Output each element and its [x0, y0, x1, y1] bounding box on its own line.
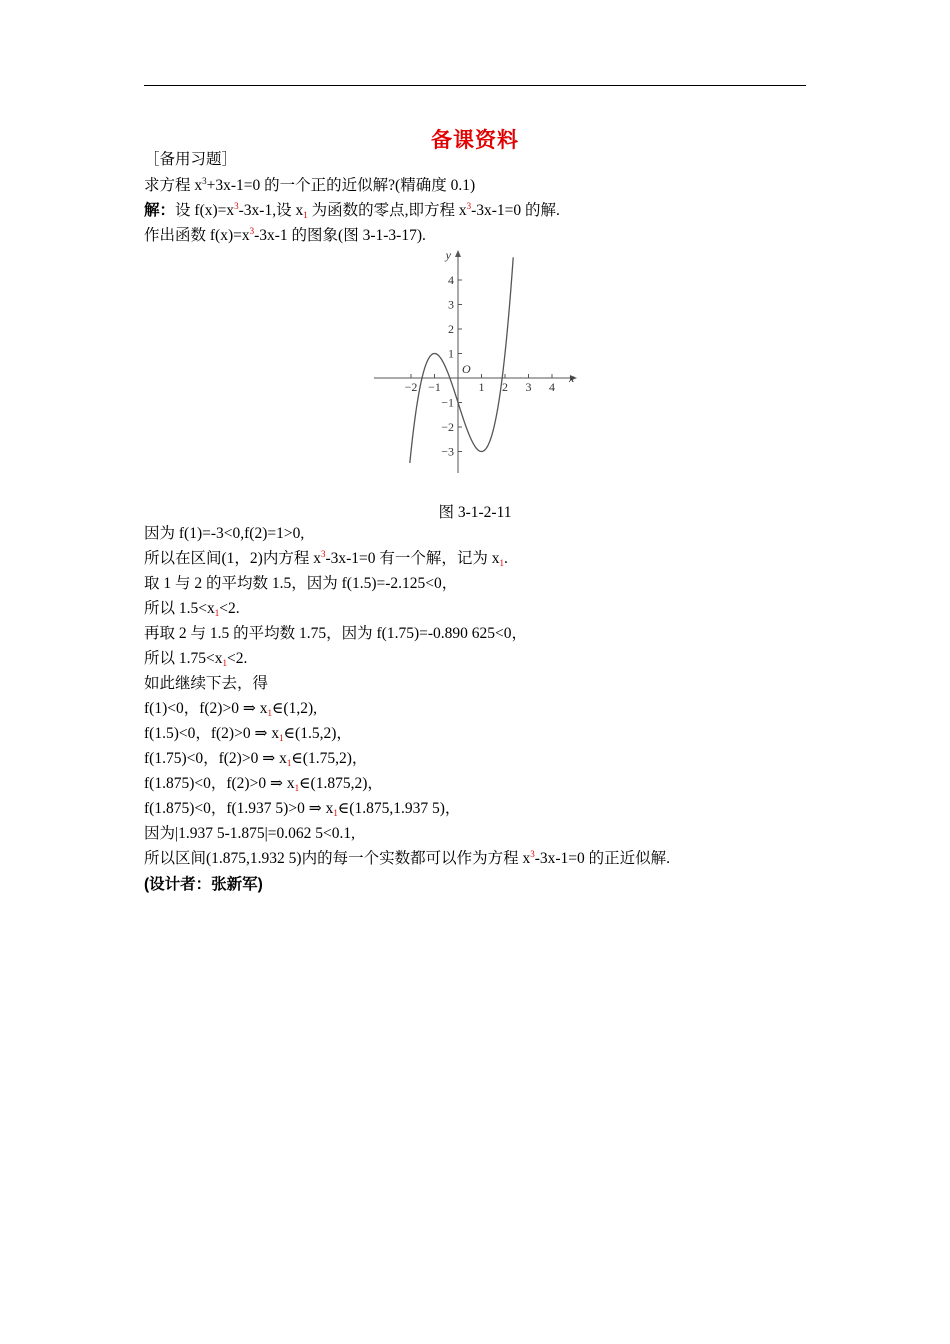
body-line: f(1.75)<0，f(2)>0 ⇒ $x_1\in(1.75,2)$，: [144, 750, 368, 768]
designer-credit: (设计者：张新军): [144, 876, 263, 893]
body-line: 如此继续下去，得: [144, 675, 269, 692]
y-tick-label: 1: [448, 346, 454, 361]
section-label: ［备用习题］: [144, 151, 238, 168]
y-tick-label: 2: [448, 322, 454, 336]
y-tick-label: −3: [441, 444, 454, 459]
body-line: 所以区间(1.875,1.932 5)内的每一个实数都可以作为方程 $x^3-3x-1=0$ 的正近似解.: [144, 849, 671, 867]
body-line: f(1)<0，f(2)>0 ⇒ $x_1\in(1,2)$,: [144, 700, 317, 718]
x-tick-label: −1: [428, 380, 441, 394]
x-axis-label: x: [569, 371, 575, 385]
function-curve: [410, 257, 513, 463]
x-tick-label: 1: [478, 380, 485, 394]
x-tick-label: −2: [404, 380, 418, 394]
body-line: 所以在区间(1，2)内方程 $x^3-3x-1=0$ 有一个解，记为 $x_1$.: [144, 549, 508, 568]
body-line: f(1.5)<0，f(2)>0 ⇒ $x_1\in(1.5,2)$，: [144, 725, 352, 743]
body-line: 所以 $1.5<x_1<2$.: [144, 600, 240, 618]
y-axis-arrow-icon: [455, 250, 461, 257]
page-title: 备课资料: [431, 128, 519, 152]
y-tick-label: −2: [441, 420, 454, 434]
y-tick-label: 3: [448, 297, 454, 312]
x-tick-label: 2: [502, 380, 508, 394]
x-tick-label: 4: [549, 380, 555, 394]
solution-label: 解: [144, 202, 160, 219]
body-line: 因为|1.937 5-1.875|=0.062 5<0.1,: [144, 825, 355, 842]
body-line: 因为 f(1)=-3<0,f(2)=1>0,: [144, 525, 305, 542]
y-axis-label: y: [445, 248, 451, 262]
body-line: f(1.875)<0，f(2)>0 ⇒ $x_1\in(1.875,2)$，: [144, 775, 383, 793]
problem-statement: 求方程 $x^3+3x-1=0$ 的一个正的近似解?(精确度 0.1): [144, 176, 476, 194]
header-rule: [144, 85, 806, 86]
graph-intro: 作出函数 $f(x)=x^3-3x-1$ 的图象(图 3-1-3-17).: [144, 226, 426, 244]
body-line: 所以 $1.75<x_1<2$.: [144, 650, 248, 668]
function-graph: [370, 243, 585, 483]
solution-intro: 解：设 $f(x)=x^3-3x-1$,设 $x_1$ 为函数的零点,即方程 $x^3-3x-1=0$ 的解.: [144, 201, 560, 220]
x-tick-label: 3: [525, 380, 532, 394]
origin-label: O: [462, 362, 471, 376]
body-line: 取 1 与 2 的平均数 1.5，因为 f(1.5)=-2.125<0，: [144, 575, 458, 592]
y-tick-label: −1: [441, 395, 454, 410]
body-line: 再取 2 与 1.5 的平均数 1.75，因为 f(1.75)=-0.890 625<0，: [144, 625, 528, 642]
y-tick-label: 4: [448, 273, 454, 287]
body-line: f(1.875)<0，f(1.937 5)>0 ⇒ $x_1\in(1.875,1.937$ 5)，: [144, 800, 461, 818]
figure-caption: 图 3-1-2-11: [438, 504, 512, 521]
